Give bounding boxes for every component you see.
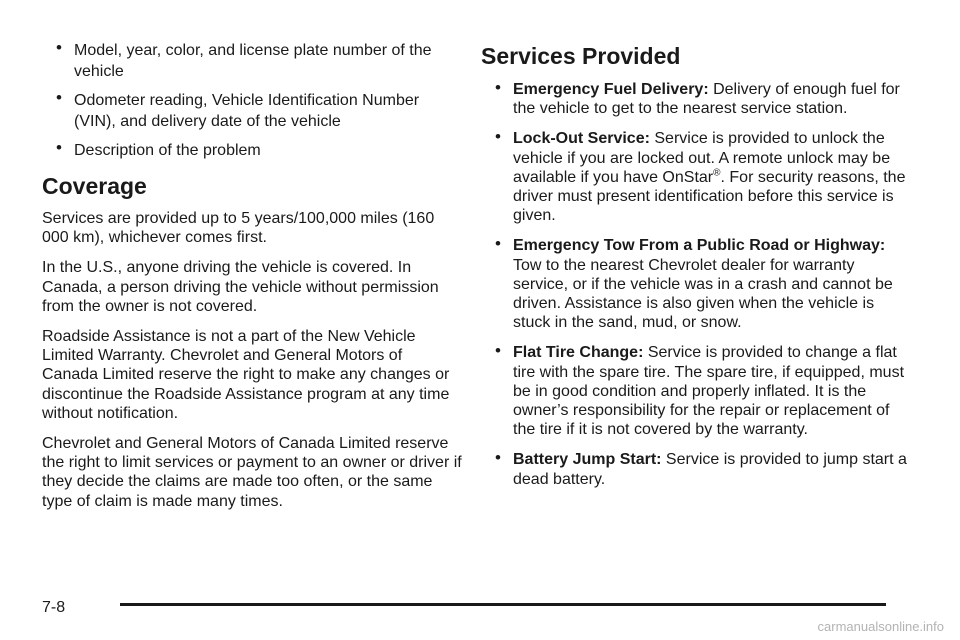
services-list xyxy=(481,80,911,489)
watermark: carmanualsonline.info xyxy=(817,619,944,634)
list-item: • Odometer reading, Vehicle Identification Number (VIN), and delivery date of the vehicle xyxy=(42,90,462,132)
service-item-lockout xyxy=(481,129,911,225)
service-item-flat-tire xyxy=(481,343,911,439)
right-column xyxy=(481,42,911,500)
service-description: Tow to the nearest Chevrolet dealer for warranty service, or if the vehicle was in a crash and cannot be driven. Assistance is also given when the vehicle is stuck in the sand, mud, or snow. xyxy=(513,256,893,332)
coverage-paragraph: In the U.S., anyone driving the vehicle is covered. In Canada, a person driving the vehicle without permission from the owner is not covered. xyxy=(42,259,439,315)
service-description: Service is provided to change a flat tire with the spare tire. The spare tire, if equipped, must be in good condition and properly inflated. It is the owner’s responsibility for the repair or replacement of the tire if it is not covered by the warranty. xyxy=(513,344,905,439)
coverage-heading: Coverage xyxy=(42,173,147,199)
page-number: 7-8 xyxy=(42,599,66,616)
coverage-paragraph: Services are provided up to 5 years/100,000 miles (160 000 km), whichever comes first. xyxy=(42,210,435,247)
service-term: Battery Jump Start: xyxy=(513,451,662,469)
service-term: Lock-Out Service: xyxy=(513,130,650,148)
service-description: Delivery of enough fuel for the vehicle to get to the nearest service station. xyxy=(513,81,900,118)
service-item-battery xyxy=(481,450,911,488)
service-term: Emergency Tow From a Public Road or Highway: xyxy=(513,237,886,255)
coverage-paragraph: Chevrolet and General Motors of Canada Limited reserve the right to limit services or payment to an owner or driver if they decide the claims are made too often, or the same type of claim is made many times. xyxy=(42,435,462,510)
registered-mark: ® xyxy=(713,167,721,179)
left-column xyxy=(42,40,462,522)
service-term: Emergency Fuel Delivery: xyxy=(513,81,709,98)
service-item-tow xyxy=(481,236,911,332)
service-description: . For security reasons, the driver must present identification before this service is given. xyxy=(513,168,906,225)
service-description: Service is provided to unlock the vehicle if you are locked out. A remote unlock may be available if you have OnStar xyxy=(513,130,891,186)
list-item: • Model, year, color, and license plate number of the vehicle xyxy=(42,40,462,82)
services-heading: Services Provided xyxy=(481,43,681,69)
coverage-paragraph: Roadside Assistance is not a part of the New Vehicle Limited Warranty. Chevrolet and General Motors of Canada Limited reserve the right to make any changes or discontinue the Roadside Assistance program at any time without notification. xyxy=(42,328,450,422)
footer-divider xyxy=(120,603,886,606)
info-bullet-list xyxy=(42,40,462,161)
list-item: • Description of the problem xyxy=(42,140,462,161)
service-description: Service is provided to jump start a dead battery. xyxy=(513,451,907,488)
service-term: Flat Tire Change: xyxy=(513,344,644,362)
service-item-fuel xyxy=(481,80,911,118)
